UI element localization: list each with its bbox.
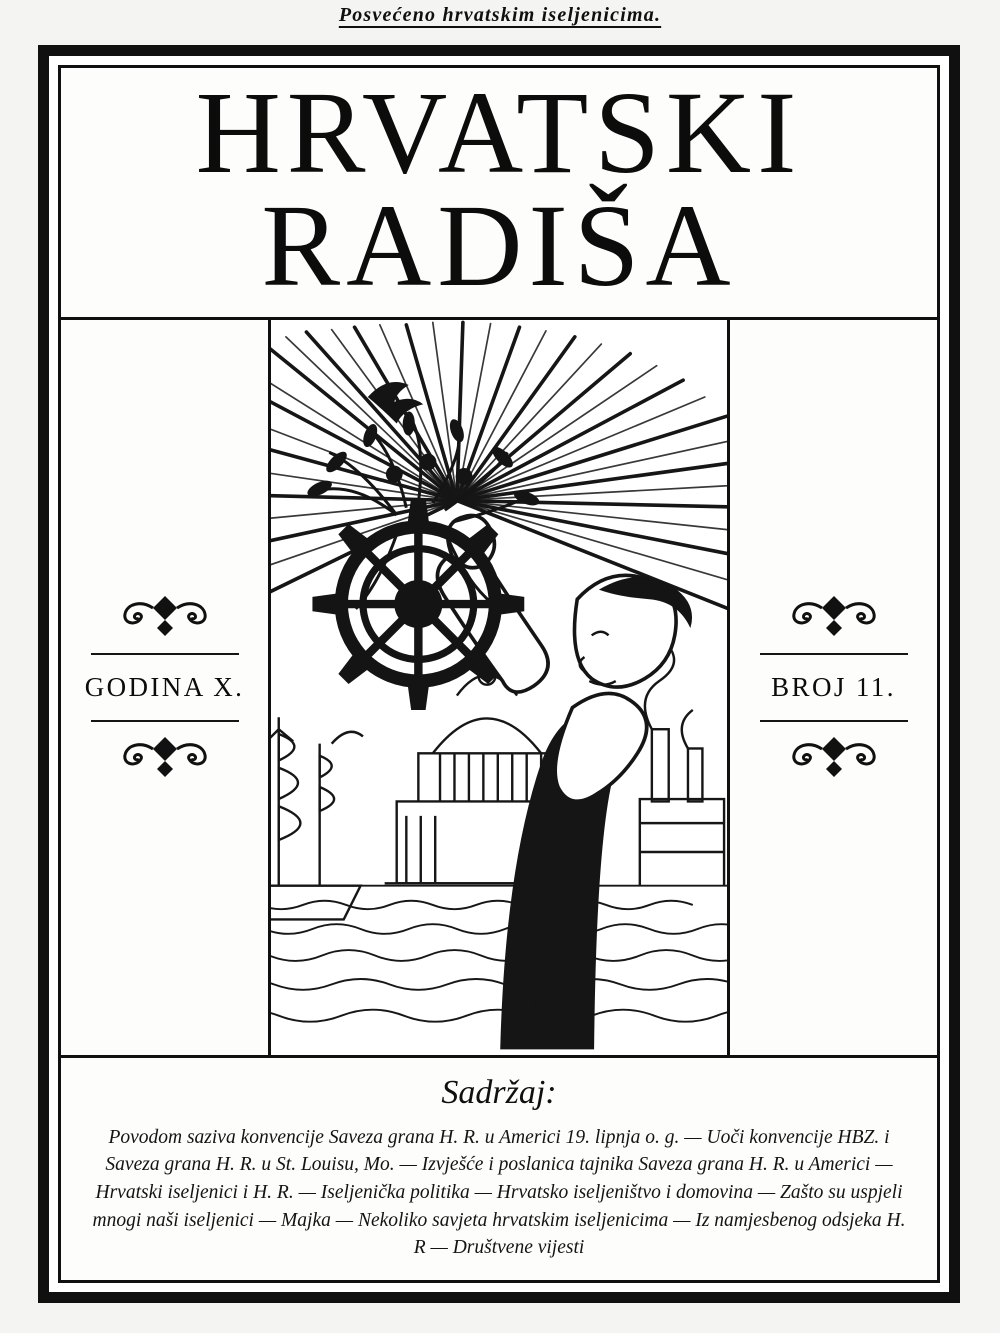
left-panel [61,320,271,1054]
floral-ornament-icon [119,594,211,640]
issue-number-label: BROJ 11. [771,671,896,702]
floral-ornament-icon [788,735,880,781]
volume-label: GODINA X. [84,671,245,702]
panel-rule-top [91,653,239,655]
cover-frame [38,45,960,1303]
cover-inner-frame [58,65,940,1283]
masthead-title-line-1: HRVATSKI [195,67,803,198]
dedication-line: Posvećeno hrvatskim iseljenicima. [338,4,662,26]
cover-engraving [271,320,727,1054]
masthead-title-line-2: RADIŠA [261,179,737,311]
floral-ornament-icon [119,735,211,781]
contents-section [61,1058,937,1280]
right-panel [727,320,937,1054]
panel-rule-top [760,653,908,655]
contents-list: Povodom saziva konvencije Saveza grana H. R. u Americi 19. lipnja o. g. — Uoči konvencije HBZ. i Saveza grana H. R. u St. Louisu, Mo. — Izvješće i poslanica tajnika Saveza grana H. R. u Americi — Hrvatski iseljenici i H. R. — Iseljenička politika — Hrvatsko iseljeništvo i domovina — Zašto su uspjeli mnogi naši iseljenici — Majka — Nekoliko savjeta hrvatskim iseljenicima — Iz namjesbenog odsjeka H. R — Društvene vijesti [92,1126,906,1259]
contents-heading: Sadržaj: [441,1073,557,1111]
panel-rule-bottom [91,720,239,722]
cover-middle-band [61,320,937,1057]
floral-ornament-icon [788,594,880,640]
masthead [61,68,937,320]
panel-rule-bottom [760,720,908,722]
